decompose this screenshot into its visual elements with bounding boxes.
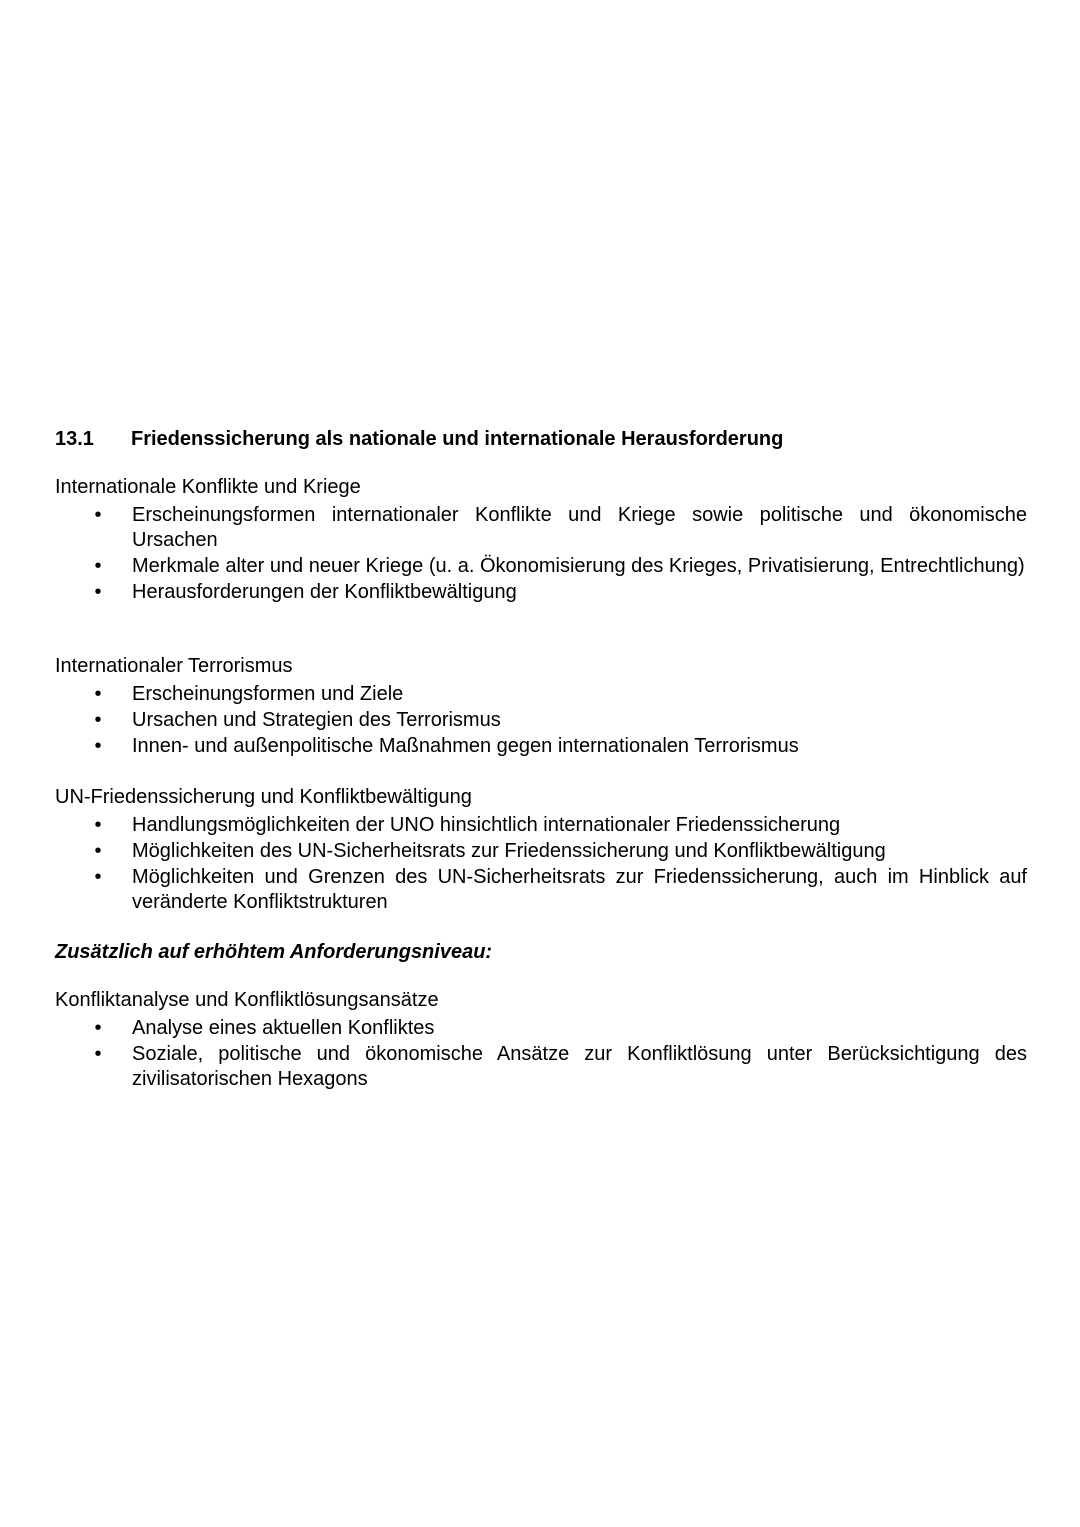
bullet-icon: • [94,709,102,731]
list-item-text: Handlungsmöglichkeiten der UNO hinsichtlich internationaler Friedenssicherung [132,814,841,836]
list-item [55,682,1027,707]
list-item-text: Möglichkeiten und Grenzen des UN-Sicherheitsrats zur Friedenssicherung, auch im Hinblick auf veränderte Konfliktstrukturen [132,866,1027,913]
list-item-text: Soziale, politische und ökonomische Ansätze zur Konfliktlösung unter Berücksichtigung des zivilisatorischen Hexagons [132,1043,1027,1090]
list-item [55,503,1027,553]
list-item [55,554,1027,579]
section-number: 13.1 [55,428,94,450]
list-item [55,580,1027,605]
list-item-text: Erscheinungsformen und Ziele [132,683,404,705]
topic-list [55,503,1027,605]
list-item [55,839,1027,864]
topic-title: Konfliktanalyse und Konfliktlösungsansätze [55,989,439,1011]
bullet-icon: • [94,840,102,862]
list-item-text: Herausforderungen der Konfliktbewältigung [132,581,517,603]
topic-block-conflict-analysis [55,988,1027,1093]
topic-list [55,813,1027,915]
list-item-text: Erscheinungsformen internationaler Konflikte und Kriege sowie politische und ökonomische Ursachen [132,504,1027,551]
topic-block-un-peacekeeping [55,785,1027,916]
bullet-icon: • [94,1017,102,1039]
topic-block-terrorism [55,654,1027,760]
bullet-icon: • [94,1043,102,1065]
bullet-icon: • [94,866,102,888]
section-heading [55,426,1035,452]
topic-list [55,682,1027,759]
bullet-icon: • [94,814,102,836]
list-item-text: Analyse eines aktuellen Konfliktes [132,1017,435,1039]
advanced-level-note: Zusätzlich auf erhöhtem Anforderungsniveau: [55,941,493,963]
topic-title: Internationale Konflikte und Kriege [55,476,361,498]
list-item [55,865,1027,915]
list-item [55,734,1027,759]
list-item [55,1042,1027,1092]
bullet-icon: • [94,555,102,577]
list-item-text: Merkmale alter und neuer Kriege (u. a. Ökonomisierung des Krieges, Privatisierung, Entrechtlichung) [132,555,1025,577]
topic-title: Internationaler Terrorismus [55,655,293,677]
topic-title: UN-Friedenssicherung und Konfliktbewältigung [55,786,472,808]
list-item [55,708,1027,733]
topic-list [55,1016,1027,1092]
list-item [55,1016,1027,1041]
bullet-icon: • [94,735,102,757]
list-item-text: Innen- und außenpolitische Maßnahmen gegen internationalen Terrorismus [132,735,799,757]
list-item-text: Ursachen und Strategien des Terrorismus [132,709,501,731]
section-title: Friedenssicherung als nationale und internationale Herausforderung [131,428,784,450]
list-item-text: Möglichkeiten des UN-Sicherheitsrats zur Friedenssicherung und Konfliktbewältigung [132,840,886,862]
bullet-icon: • [94,504,102,526]
topic-block-international-conflicts [55,475,1027,606]
bullet-icon: • [94,683,102,705]
bullet-icon: • [94,581,102,603]
list-item [55,813,1027,838]
